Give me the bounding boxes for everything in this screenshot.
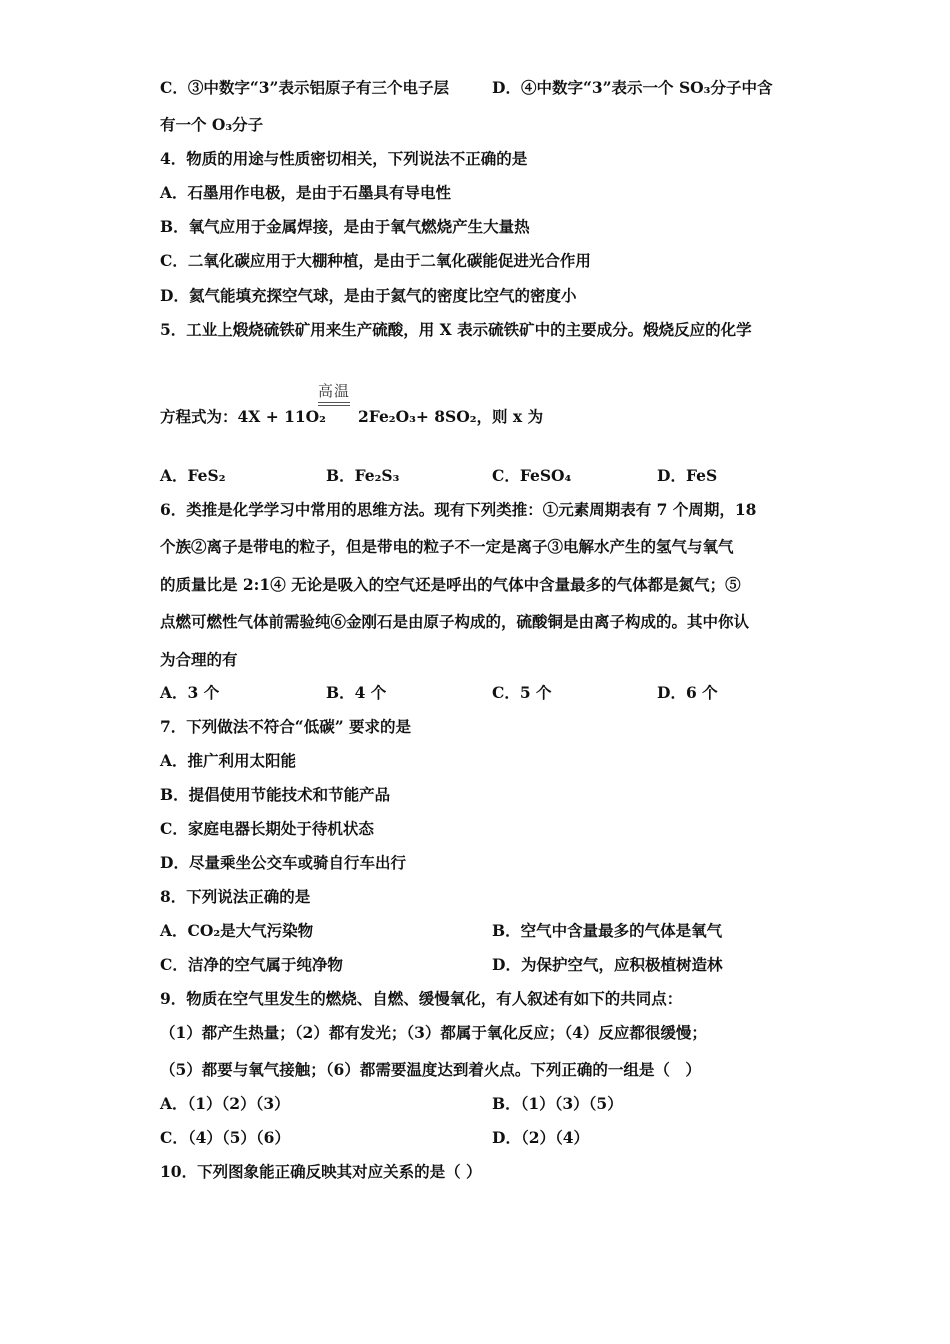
q6-stem-line2: 个族②离子是带电的粒子，但是带电的粒子不一定是离子③电解水产生的氢气与氧气 (160, 537, 734, 556)
equals-sign-top (318, 402, 350, 403)
q6-option-c: C．5 个 (492, 683, 552, 702)
q5-option-a: A．FeS₂ (160, 466, 226, 485)
q9-option-a: A．（1）（2）（3） (160, 1094, 290, 1113)
q7-option-c: C．家庭电器长期处于待机状态 (160, 819, 374, 838)
q6-stem-line3: 的质量比是 2:1④ 无论是吸入的空气还是呼出的气体中含量最多的气体都是氮气；⑤ (160, 575, 741, 594)
q4-option-a: A．石墨用作电极，是由于石墨具有导电性 (160, 183, 452, 202)
q4-option-d: D．氦气能填充探空气球，是由于氦气的密度比空气的密度小 (160, 286, 577, 305)
q7-option-b: B．提倡使用节能技术和节能产品 (160, 785, 391, 804)
q8-option-b: B．空气中含量最多的气体是氧气 (492, 921, 723, 940)
q5-equation-reactants: 方程式为：4X + 11O₂ (160, 407, 326, 426)
q8-option-c: C．洁净的空气属于纯净物 (160, 955, 343, 974)
q4-option-b: B．氧气应用于金属焊接，是由于氧气燃烧产生大量热 (160, 217, 530, 236)
q6-stem-line1: 6．类推是化学学习中常用的思维方法。现有下列类推：①元素周期表有 7 个周期，18 (160, 500, 757, 519)
q8-option-a: A．CO₂是大气污染物 (160, 921, 314, 940)
q4-option-c: C．二氧化碳应用于大棚种植，是由于二氧化碳能促进光合作用 (160, 251, 591, 270)
q5-stem: 5．工业上煅烧硫铁矿用来生产硫酸，用 X 表示硫铁矿中的主要成分。煅烧反应的化学 (160, 320, 752, 339)
q9-stem: 9．物质在空气里发生的燃烧、自燃、缓慢氧化，有人叙述有如下的共同点： (160, 989, 683, 1008)
q3-option-d: D．④中数字“3”表示一个 SO₃分子中含 (492, 78, 773, 97)
q6-option-b: B．4 个 (326, 683, 387, 702)
q7-stem: 7．下列做法不符合“低碳” 要求的是 (160, 717, 412, 736)
q6-option-d: D．6 个 (657, 683, 718, 702)
q5-equation-products: 2Fe₂O₃+ 8SO₂，则 x 为 (358, 407, 544, 426)
q3-option-d-continued: 有一个 O₃分子 (160, 115, 264, 134)
q5-option-d: D．FeS (657, 466, 718, 485)
q6-option-a: A．3 个 (160, 683, 220, 702)
q9-stem-line3: （5）都要与氧气接触；（6）都需要温度达到着火点。下列正确的一组是（ ） (160, 1060, 701, 1079)
q9-stem-line2: （1）都产生热量；（2）都有发光；（3）都属于氧化反应；（4）反应都很缓慢； (160, 1023, 707, 1042)
q8-option-d: D．为保护空气，应积极植树造林 (492, 955, 723, 974)
q5-option-b: B．Fe₂S₃ (326, 466, 400, 485)
q9-option-b: B．（1）（3）（5） (492, 1094, 623, 1113)
q6-stem-line4: 点燃可燃性气体前需验纯⑥金刚石是由原子构成的，硫酸铜是由离子构成的。其中你认 (160, 612, 750, 631)
q3-option-c: C．③中数字“3”表示铝原子有三个电子层 (160, 78, 449, 97)
q4-stem: 4．物质的用途与性质密切相关，下列说法不正确的是 (160, 149, 528, 168)
reaction-condition: 高温 (317, 382, 350, 400)
equals-sign-bottom (318, 405, 350, 406)
q10-stem: 10．下列图象能正确反映其对应关系的是（ ） (160, 1162, 482, 1181)
q5-option-c: C．FeSO₄ (492, 466, 572, 485)
q7-option-a: A．推广利用太阳能 (160, 751, 297, 770)
q8-stem: 8．下列说法正确的是 (160, 887, 311, 906)
q7-option-d: D．尽量乘坐公交车或骑自行车出行 (160, 853, 406, 872)
q6-stem-line5: 为合理的有 (160, 650, 238, 669)
q9-option-c: C．（4）（5）（6） (160, 1128, 290, 1147)
q9-option-d: D．（2）（4） (492, 1128, 590, 1147)
